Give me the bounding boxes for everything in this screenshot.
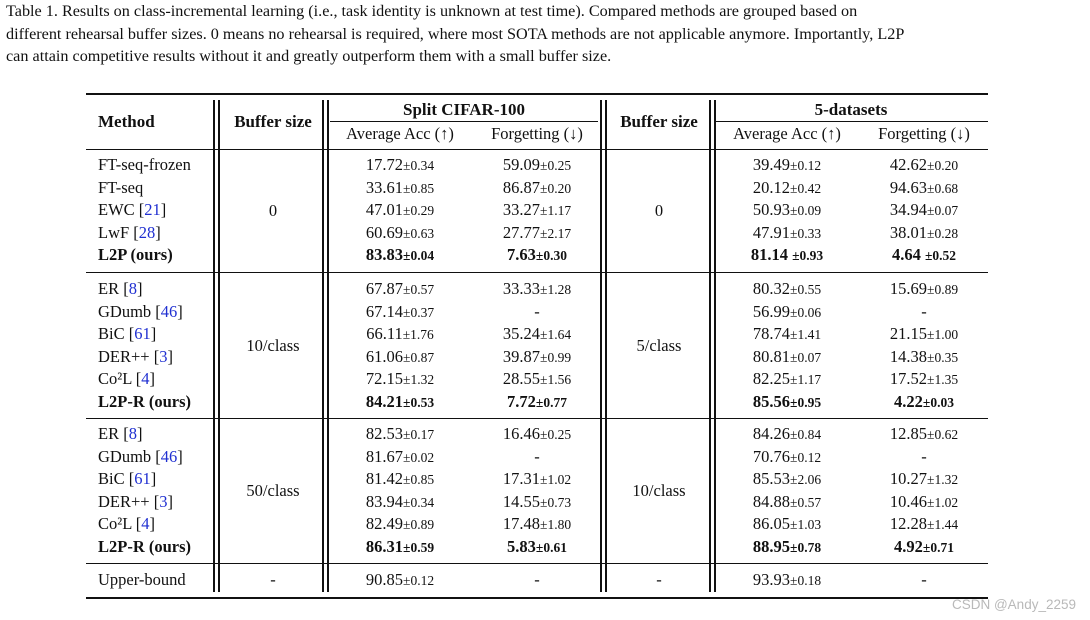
vbar-4a	[709, 100, 711, 592]
five-avg-acc-std: ±1.03	[790, 517, 822, 533]
method-label: DER++	[98, 491, 154, 511]
method-name: EWC [21]	[98, 200, 167, 220]
five-forgetting-std: ±0.62	[927, 427, 959, 442]
five-forgetting-value: 4.92	[894, 537, 923, 556]
five-avg-acc-value: 81.14	[750, 245, 793, 265]
cifar-forgetting-std: ±1.28	[540, 282, 572, 297]
citation-link[interactable]: 46	[160, 301, 178, 321]
citation-link[interactable]: 8	[128, 424, 137, 443]
cifar-forgetting-value: -	[534, 446, 540, 466]
header-method: Method	[98, 112, 155, 131]
method-label: DER++	[98, 346, 154, 366]
five-forgetting-value: 10.46	[889, 491, 928, 511]
cifar-avg-acc-value: 83.94	[365, 491, 404, 511]
cifar-forgetting-std: ±1.17	[540, 203, 572, 219]
cifar-forgetting	[534, 447, 540, 467]
cifar-avg-acc	[366, 424, 434, 445]
method-name	[98, 155, 191, 175]
five-avg-acc-std: ±0.95	[790, 395, 822, 410]
citation-link[interactable]: 4	[141, 514, 150, 534]
upper-cifar-forgetting: -	[534, 570, 540, 589]
upper-five-forgetting: -	[921, 570, 927, 589]
cifar-avg-acc	[366, 245, 434, 266]
cifar-avg-acc-std: ±0.04	[403, 248, 435, 264]
cifar-forgetting	[507, 392, 567, 413]
five-avg-acc-value: 56.99	[752, 301, 791, 321]
five-avg-acc	[753, 392, 821, 413]
five-avg-acc-value: 78.74	[752, 324, 791, 344]
five-avg-acc-value: 82.25	[752, 369, 791, 389]
five-avg-acc-std: ±0.09	[790, 203, 822, 219]
method-name: Co²L [4]	[98, 369, 156, 389]
upper-bound-buffer-b: -	[656, 570, 662, 589]
vbar-4b	[714, 100, 716, 592]
five-forgetting	[890, 279, 958, 300]
header-five-title: 5-datasets	[814, 100, 888, 119]
group-1-rule	[86, 272, 988, 273]
five-avg-acc-value: 80.81	[752, 346, 791, 366]
citation-link[interactable]: 46	[160, 446, 178, 466]
cifar-forgetting-std: ±0.77	[535, 395, 567, 410]
cifar-avg-acc-value: 72.15	[365, 369, 404, 389]
five-forgetting-value: 4.64	[891, 245, 925, 265]
cifar-forgetting	[503, 200, 571, 221]
cifar-forgetting-std: ±1.64	[540, 327, 572, 343]
method-name: ER [8]	[98, 424, 143, 443]
method-name: DER++ [3]	[98, 491, 173, 511]
cifar-forgetting-std: ±1.80	[540, 517, 572, 533]
five-forgetting-value: 12.28	[889, 514, 928, 534]
five-forgetting-value: -	[921, 446, 927, 466]
header-cifar-avg-acc: Average Acc (↑)	[346, 124, 454, 143]
five-forgetting-value: 12.85	[889, 424, 928, 443]
five-forgetting-std: ±0.52	[924, 248, 957, 264]
five-forgetting-value: 4.22	[894, 392, 923, 411]
five-avg-acc	[753, 424, 821, 445]
cifar-forgetting	[503, 424, 571, 445]
cifar-avg-acc	[366, 302, 434, 323]
top-rule	[86, 93, 988, 95]
cifar-avg-acc-std: ±0.53	[403, 395, 435, 410]
group-2-buffer-size-b: 5/class	[636, 335, 682, 355]
five-forgetting	[890, 424, 958, 445]
cifar-avg-acc-std: ±0.85	[403, 472, 435, 488]
five-avg-acc	[753, 200, 821, 221]
vbar-3a	[600, 100, 602, 592]
five-avg-acc-std: ±0.42	[790, 180, 822, 196]
cifar-forgetting	[503, 514, 571, 535]
cifar-avg-acc	[366, 369, 434, 390]
bottom-rule	[86, 597, 988, 599]
five-forgetting-std: ±0.35	[927, 349, 959, 365]
group-2-buffer-size-a: 10/class	[246, 335, 300, 355]
cifar-avg-acc-std: ±0.37	[403, 304, 435, 320]
five-avg-acc-value: 20.12	[752, 177, 791, 197]
method-label: FT-seq	[98, 177, 144, 197]
group-1-buffer-size-b: 0	[654, 200, 664, 220]
upper-cifar-avg-acc-value: 90.85	[365, 570, 404, 589]
five-forgetting	[890, 492, 958, 513]
five-avg-acc	[753, 469, 821, 490]
cifar-forgetting-std: ±0.99	[540, 349, 572, 365]
cifar-avg-acc-value: 81.42	[365, 469, 404, 489]
cifar-avg-acc-std: ±0.02	[403, 449, 435, 465]
header-buffer-size-a: Buffer size	[234, 112, 312, 131]
cifar-avg-acc-std: ±0.34	[403, 158, 435, 173]
cifar-forgetting-value: 28.55	[502, 369, 541, 389]
five-header-underline	[716, 121, 988, 122]
cifar-forgetting-std: ±0.20	[540, 180, 572, 196]
five-forgetting-value: 15.69	[889, 279, 928, 298]
five-avg-acc-std: ±0.93	[792, 248, 824, 264]
method-name	[98, 245, 173, 265]
cifar-avg-acc-std: ±0.57	[403, 282, 435, 297]
five-avg-acc-std: ±0.55	[790, 282, 822, 297]
five-forgetting-std: ±0.03	[922, 395, 954, 410]
five-forgetting	[890, 514, 958, 535]
five-forgetting-std: ±0.68	[927, 180, 959, 196]
method-name: ER [8]	[98, 279, 143, 298]
caption-line-2: different rehearsal buffer sizes. 0 means no rehearsal is required, where most SOTA methods are not applicable anymore. Importantly, L2P	[6, 24, 905, 43]
five-forgetting	[890, 200, 958, 221]
five-forgetting	[890, 155, 958, 176]
cifar-forgetting-value: 39.87	[502, 346, 541, 366]
cifar-forgetting	[503, 369, 571, 390]
cifar-forgetting	[503, 347, 571, 368]
upper-bound-buffer-a: -	[270, 570, 276, 589]
five-forgetting	[890, 223, 958, 244]
method-label: Co²L	[98, 514, 136, 534]
cifar-forgetting	[503, 223, 571, 244]
cifar-avg-acc-std: ±1.76	[402, 327, 434, 343]
citation-link[interactable]: 8	[128, 279, 137, 298]
five-forgetting-std: ±1.35	[927, 372, 959, 388]
method-label: L2P-R (ours)	[98, 537, 192, 556]
cifar-forgetting-std: ±2.17	[540, 225, 572, 241]
five-avg-acc	[751, 245, 823, 266]
method-name	[98, 537, 191, 557]
method-name: BiC [61]	[98, 469, 157, 489]
upper-five-avg-acc-value: 93.93	[752, 570, 791, 589]
cifar-forgetting-std: ±0.73	[540, 494, 572, 510]
cifar-avg-acc	[366, 447, 434, 468]
cifar-avg-acc	[366, 514, 434, 535]
five-avg-acc	[753, 223, 821, 244]
cifar-forgetting	[507, 537, 567, 558]
five-forgetting	[894, 392, 954, 413]
group-3-buffer-size-b: 10/class	[632, 480, 686, 500]
five-forgetting-std: ±1.32	[927, 472, 959, 488]
five-avg-acc-std: ±0.06	[790, 304, 822, 320]
five-forgetting-value: -	[921, 301, 927, 321]
five-forgetting-value: 10.27	[889, 469, 928, 489]
five-avg-acc-value: 80.32	[752, 279, 791, 298]
cifar-avg-acc-value: 83.83	[365, 245, 404, 265]
five-forgetting-std: ±0.89	[927, 282, 959, 297]
five-forgetting	[890, 347, 958, 368]
five-forgetting-std: ±0.28	[927, 225, 959, 241]
cifar-avg-acc	[366, 155, 434, 176]
cifar-avg-acc-value: 67.87	[365, 279, 404, 298]
five-avg-acc-std: ±0.12	[790, 158, 822, 173]
five-avg-acc-std: ±0.84	[790, 427, 822, 442]
vbar-3b	[605, 100, 607, 592]
cifar-forgetting-value: 17.31	[502, 469, 541, 489]
cifar-forgetting-value: 35.24	[502, 324, 541, 344]
five-avg-acc-value: 50.93	[752, 200, 791, 220]
method-name: BiC [61]	[98, 324, 157, 344]
table-caption	[6, 0, 1066, 68]
caption-line-1: Table 1. Results on class-incremental learning (i.e., task identity is unknown at test time). Compared methods are grouped based on	[6, 2, 858, 20]
upper-cifar-avg-acc	[366, 570, 434, 591]
upper-cifar-avg-acc-std: ±0.12	[403, 573, 435, 588]
five-avg-acc	[753, 369, 821, 390]
five-forgetting-value: 34.94	[889, 200, 928, 220]
five-avg-acc-std: ±0.57	[790, 494, 822, 510]
caption-line-3: can attain competitive results without it and greatly outperform them with a small buffer size.	[6, 47, 612, 65]
five-avg-acc-std: ±1.41	[790, 327, 822, 343]
cifar-avg-acc-std: ±0.34	[403, 494, 435, 510]
method-label: FT-seq-frozen	[98, 155, 191, 174]
five-forgetting	[890, 324, 958, 345]
cifar-forgetting-std: ±0.25	[540, 427, 572, 442]
cifar-forgetting-value: 7.72	[507, 392, 536, 411]
cifar-avg-acc	[366, 178, 434, 199]
cifar-forgetting-std: ±0.25	[540, 158, 572, 173]
cifar-forgetting	[503, 178, 571, 199]
five-forgetting	[894, 537, 954, 558]
method-name: Co²L [4]	[98, 514, 156, 534]
five-avg-acc-std: ±0.78	[790, 540, 822, 555]
cifar-avg-acc-value: 86.31	[365, 537, 404, 556]
method-label: LwF	[98, 222, 134, 242]
method-name: GDumb [46]	[98, 446, 183, 466]
five-forgetting-std: ±1.00	[927, 327, 959, 343]
five-avg-acc	[753, 302, 821, 323]
five-avg-acc	[753, 514, 821, 535]
cifar-forgetting	[534, 302, 540, 322]
method-name: GDumb [46]	[98, 301, 183, 321]
cifar-avg-acc-std: ±0.59	[403, 540, 435, 555]
cifar-avg-acc-value: 66.11	[366, 324, 403, 344]
cifar-avg-acc-value: 82.53	[365, 424, 404, 443]
five-forgetting	[890, 178, 958, 199]
five-forgetting	[921, 302, 927, 322]
watermark: CSDN @Andy_2259	[951, 597, 1076, 612]
cifar-forgetting-value: 17.48	[502, 514, 541, 534]
five-forgetting-value: 38.01	[889, 222, 928, 242]
header-cifar-title: Split CIFAR-100	[403, 100, 525, 119]
cifar-forgetting	[507, 245, 567, 266]
cifar-forgetting-std: ±0.61	[535, 540, 567, 555]
cifar-avg-acc-std: ±1.32	[403, 372, 435, 388]
five-avg-acc-value: 84.88	[752, 491, 791, 511]
cifar-avg-acc	[366, 537, 434, 558]
five-avg-acc-value: 70.76	[752, 446, 791, 466]
five-avg-acc	[753, 537, 821, 558]
method-label: BiC	[98, 469, 129, 489]
group-2-rule	[86, 418, 988, 419]
citation-link[interactable]: 28	[138, 222, 156, 242]
cifar-forgetting-value: 59.09	[502, 155, 541, 174]
five-forgetting	[921, 447, 927, 467]
cifar-forgetting-value: 33.33	[502, 279, 541, 298]
cifar-forgetting-value: 7.63	[507, 245, 536, 265]
five-avg-acc	[753, 324, 821, 345]
cifar-avg-acc-std: ±0.63	[403, 225, 435, 241]
five-avg-acc-std: ±2.06	[790, 472, 822, 488]
cifar-avg-acc	[366, 392, 434, 413]
cifar-forgetting-std: ±1.56	[540, 372, 572, 388]
cifar-avg-acc-std: ±0.87	[403, 349, 435, 365]
cifar-header-underline	[330, 121, 598, 122]
cifar-avg-acc	[366, 223, 434, 244]
cifar-forgetting-value: 33.27	[502, 200, 541, 220]
method-label: GDumb	[98, 301, 156, 321]
cifar-forgetting	[503, 469, 571, 490]
five-forgetting-std: ±1.02	[927, 494, 959, 510]
cifar-avg-acc	[366, 200, 434, 221]
cifar-avg-acc	[366, 469, 434, 490]
group-1-buffer-size-a: 0	[268, 200, 278, 220]
cifar-avg-acc-std: ±0.17	[403, 427, 435, 442]
five-forgetting	[892, 245, 956, 266]
vbar-1b	[218, 100, 220, 592]
cifar-avg-acc	[366, 324, 434, 345]
cifar-avg-acc-value: 84.21	[365, 392, 404, 411]
upper-five-avg-acc-std: ±0.18	[790, 573, 822, 588]
upper-five-avg-acc	[753, 570, 821, 591]
cifar-avg-acc-value: 82.49	[365, 514, 404, 534]
cifar-avg-acc-std: ±0.89	[403, 517, 435, 533]
method-label: GDumb	[98, 446, 156, 466]
five-forgetting-value: 42.62	[889, 155, 928, 174]
method-name	[98, 392, 191, 412]
cifar-avg-acc-value: 33.61	[365, 177, 404, 197]
five-avg-acc-std: ±1.17	[790, 372, 822, 388]
method-label: ER	[98, 279, 124, 298]
cifar-forgetting	[503, 492, 571, 513]
five-avg-acc-value: 85.53	[752, 469, 791, 489]
five-avg-acc-value: 47.91	[752, 222, 791, 242]
upper-bound-name: Upper-bound	[98, 570, 186, 589]
citation-link[interactable]: 61	[134, 324, 151, 344]
cifar-avg-acc	[366, 279, 434, 300]
group-3-rule	[86, 563, 988, 564]
method-name	[98, 178, 143, 198]
cifar-forgetting-std: ±0.30	[535, 248, 567, 264]
citation-link[interactable]: 4	[141, 369, 150, 389]
cifar-avg-acc-value: 67.14	[365, 301, 404, 321]
five-forgetting-std: ±0.07	[927, 203, 959, 219]
cifar-forgetting	[503, 155, 571, 176]
cifar-forgetting-value: 14.55	[502, 491, 541, 511]
group-3-buffer-size-a: 50/class	[246, 480, 300, 500]
header-cifar-forgetting: Forgetting (↓)	[491, 124, 583, 143]
five-avg-acc-value: 39.49	[752, 155, 791, 174]
five-forgetting	[890, 469, 958, 490]
method-name: LwF [28]	[98, 222, 161, 242]
five-avg-acc	[753, 492, 821, 513]
five-forgetting-value: 21.15	[889, 324, 928, 344]
cifar-avg-acc-std: ±0.29	[403, 203, 435, 219]
cifar-avg-acc-value: 47.01	[365, 200, 404, 220]
method-label: Co²L	[98, 369, 136, 389]
five-avg-acc-std: ±0.12	[790, 449, 822, 465]
five-avg-acc-value: 84.26	[752, 424, 791, 443]
cifar-forgetting-value: -	[534, 301, 540, 321]
five-forgetting-std: ±1.44	[927, 517, 959, 533]
five-forgetting-value: 14.38	[889, 346, 928, 366]
five-forgetting-value: 94.63	[889, 177, 928, 197]
vbar-1a	[213, 100, 215, 592]
five-forgetting-std: ±0.71	[922, 540, 954, 555]
cifar-avg-acc	[366, 347, 434, 368]
cifar-forgetting-value: 27.77	[502, 222, 541, 242]
five-avg-acc	[753, 279, 821, 300]
five-avg-acc	[753, 447, 821, 468]
header-buffer-size-b: Buffer size	[620, 112, 698, 131]
five-avg-acc-value: 85.56	[752, 392, 791, 411]
five-avg-acc-value: 88.95	[752, 537, 791, 556]
citation-link[interactable]: 3	[159, 346, 168, 366]
five-forgetting-std: ±0.20	[927, 158, 959, 173]
five-avg-acc	[753, 155, 821, 176]
method-label: ER	[98, 424, 124, 443]
citation-link[interactable]: 21	[144, 200, 161, 220]
header-five-forgetting: Forgetting (↓)	[878, 124, 970, 143]
cifar-forgetting-value: 5.83	[507, 537, 536, 556]
header-five-avg-acc: Average Acc (↑)	[733, 124, 841, 143]
five-avg-acc	[753, 347, 821, 368]
cifar-avg-acc-value: 60.69	[365, 222, 404, 242]
five-forgetting-value: 17.52	[889, 369, 928, 389]
five-forgetting	[890, 369, 958, 390]
cifar-avg-acc-std: ±0.85	[403, 180, 435, 196]
cifar-avg-acc-value: 17.72	[365, 155, 404, 174]
five-avg-acc-std: ±0.33	[790, 225, 822, 241]
method-label: L2P (ours)	[98, 245, 173, 265]
cifar-forgetting	[503, 279, 571, 300]
five-avg-acc-value: 86.05	[752, 514, 791, 534]
method-label: EWC	[98, 200, 139, 220]
cifar-avg-acc-value: 81.67	[365, 446, 404, 466]
cifar-forgetting-std: ±1.02	[540, 472, 572, 488]
method-name: DER++ [3]	[98, 346, 173, 366]
vbar-2a	[322, 100, 324, 592]
cifar-forgetting-value: 16.46	[502, 424, 541, 443]
cifar-forgetting-value: 86.87	[502, 177, 541, 197]
cifar-forgetting	[503, 324, 571, 345]
vbar-2b	[327, 100, 329, 592]
five-avg-acc-std: ±0.07	[790, 349, 822, 365]
citation-link[interactable]: 61	[134, 469, 151, 489]
cifar-avg-acc-value: 61.06	[365, 346, 404, 366]
header-rule	[86, 149, 988, 150]
cifar-avg-acc	[366, 492, 434, 513]
five-avg-acc	[753, 178, 821, 199]
method-label: L2P-R (ours)	[98, 392, 192, 411]
citation-link[interactable]: 3	[159, 491, 168, 511]
method-label: BiC	[98, 324, 129, 344]
